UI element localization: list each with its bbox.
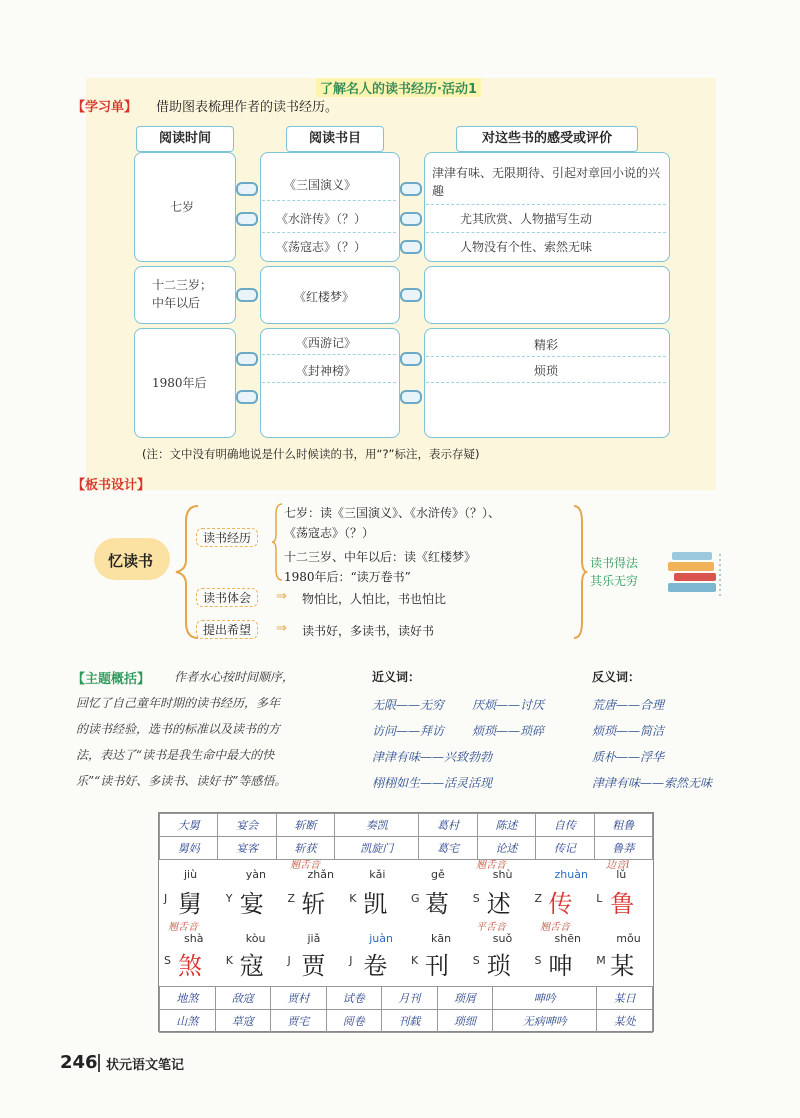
chinese-character: 葛 xyxy=(425,890,449,918)
annotation: 边音l xyxy=(606,860,630,871)
word-cell: 无病呻吟 xyxy=(493,1010,597,1033)
initial-letter: L xyxy=(596,892,603,905)
word-cell: 地煞 xyxy=(160,987,216,1010)
chinese-character: 卷 xyxy=(363,952,388,980)
initial-letter: K xyxy=(225,954,233,967)
word-cell: 贾村 xyxy=(271,987,327,1010)
theme-line-4: 法，表达了“读书是我生命中最大的快 xyxy=(76,748,275,762)
theme-line-3: 的读书经验，选书的标准以及读书的方 xyxy=(76,722,281,736)
theme-line-1: 作者水心按时间顺序， xyxy=(174,670,295,684)
arrow-icon: ⇒ xyxy=(276,621,287,636)
study-sheet-tag: 【学习单】 xyxy=(72,100,138,115)
chinese-character: 刊 xyxy=(425,952,449,980)
initial-letter: S xyxy=(164,954,171,967)
board-small-brace xyxy=(270,502,284,582)
board-feeling: 物怕比，人怕比，书也怕比 xyxy=(302,592,447,606)
initial-letter: S xyxy=(472,892,480,905)
binder-ring-icon xyxy=(400,390,422,404)
book-dangkou: 《荡寇志》（？） xyxy=(276,240,367,254)
word-cell: 葛村 xyxy=(419,814,477,837)
chinese-character: 述 xyxy=(486,890,511,918)
page-header-title: 了解名人的读书经历·活动1 xyxy=(316,78,481,97)
board-tag: 【板书设计】 xyxy=(72,478,151,493)
synonym-pair: 栩栩如生——活灵活现 xyxy=(372,776,493,790)
word-cell: 鲁莽 xyxy=(594,837,652,860)
word-cell: 月刊 xyxy=(382,987,438,1010)
divider xyxy=(426,232,666,233)
pinyin-label: zhǎn xyxy=(307,868,334,881)
page-number: 246 xyxy=(60,1052,98,1073)
top-words-table xyxy=(159,813,653,860)
eval-dangkou: 人物没有个性、索然无味 xyxy=(460,240,593,254)
study-instruction: 借助图表梳理作者的读书经历。 xyxy=(156,100,339,115)
time-1980: 1980年后 xyxy=(152,376,207,390)
binder-ring-icon xyxy=(236,352,258,366)
book-shuihu: 《水浒传》（？） xyxy=(276,212,367,226)
word-cell: 贾宅 xyxy=(271,1010,327,1033)
word-cell: 奏凯 xyxy=(335,814,419,837)
word-cell: 舅妈 xyxy=(160,837,218,860)
annotation: 翘舌音 xyxy=(168,922,198,933)
synonym-pair: 访问——拜访 xyxy=(372,724,445,738)
antonyms-title: 反义词： xyxy=(592,670,641,684)
word-cell: 宴会 xyxy=(218,814,276,837)
pinyin-label: zhuàn xyxy=(554,868,588,881)
eval-sanguo: 津津有味、无限期待、引起对章回小说的兴趣 xyxy=(432,166,661,198)
initial-letter: S xyxy=(534,954,542,967)
pinyin-label: juàn xyxy=(369,932,393,945)
book-xiyouji: 《西游记》 xyxy=(296,336,357,350)
book-stack-icon xyxy=(664,544,724,600)
binder-ring-icon xyxy=(236,390,258,404)
divider xyxy=(426,382,666,383)
pinyin-label: yàn xyxy=(245,868,266,881)
initial-letter: M xyxy=(596,954,606,967)
chinese-character: 某 xyxy=(610,952,635,980)
initial-letter: Y xyxy=(225,892,233,905)
eval-box-2 xyxy=(424,266,670,324)
board-right-brace xyxy=(572,502,588,642)
word-cell: 粗鲁 xyxy=(594,814,652,837)
antonym-pair: 津津有味——索然无味 xyxy=(592,776,713,790)
initial-letter: S xyxy=(472,954,480,967)
antonym-pair: 荒唐——合理 xyxy=(592,698,665,712)
board-center-title: 忆读书 xyxy=(108,552,154,570)
word-cell: 草寇 xyxy=(215,1010,271,1033)
pinyin-label: gě xyxy=(431,868,445,881)
word-cell: 宴客 xyxy=(218,837,276,860)
board-exp-line2: 《荡寇志》（？） xyxy=(284,526,375,540)
bottom-words-table xyxy=(159,986,653,1033)
theme-line-2: 回忆了自己童年时期的读书经历，多年 xyxy=(76,696,281,710)
chinese-character: 贾 xyxy=(301,952,326,980)
board-experience-label: 读书经历 xyxy=(196,528,258,547)
word-cell: 某日 xyxy=(597,987,653,1010)
time-middle-age: 中年以后 xyxy=(152,296,201,310)
board-hope-label: 提出希望 xyxy=(196,620,258,639)
pinyin-label: kān xyxy=(431,932,452,945)
word-cell: 论述 xyxy=(477,837,535,860)
word-cell: 山煞 xyxy=(160,1010,216,1033)
book-title: 状元语文笔记 xyxy=(106,1058,185,1073)
pinyin-label: kòu xyxy=(245,932,266,945)
eval-fengshen: 烦琐 xyxy=(534,364,559,378)
synonym-pair: 厌烦——讨厌 xyxy=(472,698,545,712)
column-header-eval: 对这些书的感受或评价 xyxy=(456,126,638,152)
chinese-character: 鲁 xyxy=(610,890,635,918)
chinese-character: 凯 xyxy=(363,890,388,918)
pinyin-label: shà xyxy=(184,932,204,945)
arrow-icon: ⇒ xyxy=(276,589,287,604)
initial-letter: J xyxy=(349,954,353,967)
binder-ring-icon xyxy=(400,288,422,302)
binder-ring-icon xyxy=(400,240,422,254)
annotation: 平舌音 xyxy=(476,922,506,933)
binder-ring-icon xyxy=(236,182,258,196)
time-seven: 七岁 xyxy=(170,200,195,214)
antonym-pair: 烦琐——简洁 xyxy=(592,724,665,738)
word-cell: 试卷 xyxy=(326,987,382,1010)
board-exp-line3: 十二三岁、中年以后：读《红楼梦》 xyxy=(284,550,477,564)
word-cell: 某处 xyxy=(597,1010,653,1033)
word-cell: 琐细 xyxy=(437,1010,493,1033)
chinese-character: 斩 xyxy=(301,890,326,918)
board-exp-line1: 七岁：读《三国演义》、《水浒传》（？）、 xyxy=(284,506,501,520)
word-cell: 呻吟 xyxy=(493,987,597,1010)
initial-letter: G xyxy=(411,892,420,905)
book-sanguo: 《三国演义》 xyxy=(284,178,357,192)
chinese-character: 传 xyxy=(548,890,573,918)
word-cell: 传记 xyxy=(536,837,594,860)
synonyms-title: 近义词： xyxy=(372,670,421,684)
column-header-time: 阅读时间 xyxy=(136,126,234,152)
pinyin-label: shù xyxy=(492,868,513,881)
chinese-character: 宴 xyxy=(239,890,264,918)
eval-shuihu: 尤其欣赏、人物描写生动 xyxy=(460,212,593,226)
pinyin-label: shēn xyxy=(554,932,581,945)
annotation: 翘舌音 xyxy=(540,922,570,933)
book-hongloumeng: 《红楼梦》 xyxy=(294,290,355,304)
synonym-pair: 津津有味——兴致勃勃 xyxy=(372,750,493,764)
divider xyxy=(426,356,666,357)
initial-letter: Z xyxy=(534,892,543,905)
column-header-books: 阅读书目 xyxy=(286,126,384,152)
board-exp-line4: 1980年后：“读万卷书” xyxy=(284,570,411,584)
binder-ring-icon xyxy=(400,182,422,196)
synonym-pair: 无限——无穷 xyxy=(372,698,445,712)
board-feeling-label: 读书体会 xyxy=(196,588,258,607)
chinese-character: 煞 xyxy=(178,952,202,980)
chinese-character: 琐 xyxy=(486,952,511,980)
word-cell: 葛宅 xyxy=(419,837,477,860)
initial-letter: K xyxy=(349,892,357,905)
initial-letter: K xyxy=(411,954,419,967)
antonym-pair: 质朴——浮华 xyxy=(592,750,665,764)
divider xyxy=(426,204,666,205)
word-cell: 刊载 xyxy=(382,1010,438,1033)
board-hope: 读书好，多读书，读好书 xyxy=(302,624,435,638)
binder-ring-icon xyxy=(236,212,258,226)
binder-ring-icon xyxy=(236,288,258,302)
book-fengshen: 《封神榜》 xyxy=(296,364,357,378)
binder-ring-icon xyxy=(400,352,422,366)
chinese-character: 舅 xyxy=(178,890,202,918)
footer-divider xyxy=(98,1054,100,1072)
word-cell: 大舅 xyxy=(160,814,218,837)
divider xyxy=(262,354,396,355)
pinyin-label: jiǎ xyxy=(307,932,321,945)
pinyin-label: suǒ xyxy=(492,932,513,945)
word-cell: 阅卷 xyxy=(326,1010,382,1033)
divider xyxy=(262,200,396,201)
word-cell: 斩断 xyxy=(276,814,334,837)
divider xyxy=(262,382,396,383)
board-conclusion-1: 读书得法 xyxy=(590,556,639,570)
binder-ring-icon xyxy=(400,212,422,226)
pinyin-label: lǔ xyxy=(616,868,627,881)
time-twelve: 十二三岁； xyxy=(152,278,213,292)
pinyin-label: mǒu xyxy=(616,932,641,945)
word-cell: 凯旋门 xyxy=(335,837,419,860)
divider xyxy=(262,232,396,233)
theme-tag: 【主题概括】 xyxy=(72,672,151,687)
word-cell: 斩获 xyxy=(276,837,334,860)
chinese-character: 寇 xyxy=(239,952,264,980)
word-cell: 自传 xyxy=(536,814,594,837)
eval-xiyouji: 精彩 xyxy=(534,338,559,352)
synonym-pair: 烦琐——琐碎 xyxy=(472,724,545,738)
pinyin-label: kǎi xyxy=(369,868,386,881)
pinyin-label: jiù xyxy=(184,868,198,881)
chinese-character: 呻 xyxy=(548,952,573,980)
annotation: 翘舌音 xyxy=(290,860,320,871)
word-cell: 敌寇 xyxy=(215,987,271,1010)
initial-letter: Z xyxy=(287,892,296,905)
word-cell: 陈述 xyxy=(477,814,535,837)
initial-letter: J xyxy=(164,892,168,905)
board-conclusion-2: 其乐无穷 xyxy=(590,574,639,588)
initial-letter: J xyxy=(287,954,291,967)
theme-line-5: 乐”“读书好、多读书、读好书”等感悟。 xyxy=(76,774,287,788)
study-note: (注：文中没有明确地说是什么时候读的书，用“?”标注，表示存疑) xyxy=(142,447,480,461)
word-cell: 琐屑 xyxy=(437,987,493,1010)
annotation: 翘舌音 xyxy=(476,860,506,871)
